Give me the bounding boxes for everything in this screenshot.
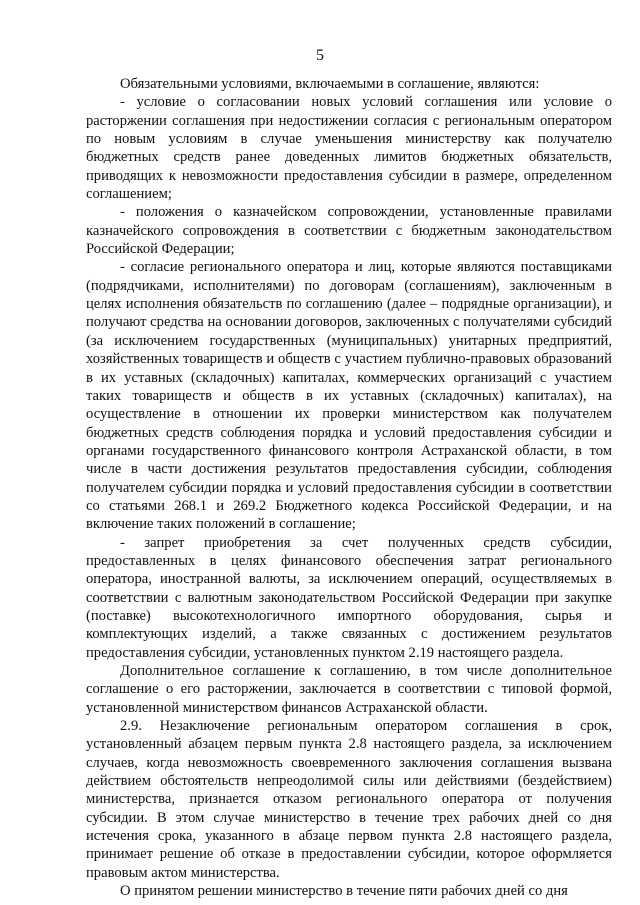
paragraph-decision-notice: О принятом решении министерство в течение пяти рабочих дней со дня xyxy=(120,883,568,900)
paragraph-condition-consent: - согласие регионального оператора и лиц, которые являются поставщиками (подрядчиками, исполнителями) по договорам (соглашениям), заключенным в целях исполнения обязательств по соглашению (далее – подрядные организации), и получают средства на основании договоров, заключенных с получателями субсидий (за исключением государственных (муниципальных) унитарных предприятий, хозяйственных товариществ и обществ с участием публично-правовых образований в их уставных (складочных) капиталах, коммерческих организаций с участием таких товариществ и обществ в их уставных (складочных) капиталах), на осуществление в отношении их проверки министерством как получателем бюджетных средств соблюдения порядка и условий предоставления субсидии и органами государственного финансового контроля Астраханской области, в том числе в части достижения результатов предоставления субсидии, соблюдения получателем субсидии порядка и условий предоставления субсидии в соответствии со статьями 268.1 и 269.2 Бюджетного кодекса Российской Федерации, и на включение таких положений в соглашение; xyxy=(86,259,612,533)
paragraph-condition-treasury: - положения о казначейском сопровождении, установленные правилами казначейского сопровождения в соответствии с бюджетным законодательством Российской Федерации; xyxy=(86,204,612,258)
paragraph-2-9: 2.9. Незаключение региональным оператором соглашения в срок, установленный абзацем первым пункта 2.8 настоящего раздела, за исключением случаев, когда невозможность своевременного заключения соглашения вызвана действием обстоятельств непреодолимой силы или действиями (бездействием) министерства, признается отказом регионального оператора от получения субсидии. В этом случае министерство в течение трех рабочих дней со дня истечения срока, указанного в абзаце первом пункта 2.8 настоящего раздела, принимает решение об отказе в предоставлении субсидии, которое оформляется правовым актом министерства. xyxy=(86,718,612,881)
paragraph-intro: Обязательными условиями, включаемыми в соглашение, являются: xyxy=(120,76,540,92)
document-body xyxy=(86,75,612,900)
paragraph-additional-agreement: Дополнительное соглашение к соглашению, в том числе дополнительное соглашение о его расторжении, заключается в соответствии с типовой формой, установленной министерством финансов Астраханской области. xyxy=(86,663,612,716)
page-number: 5 xyxy=(316,47,324,64)
paragraph-condition-currency-ban: - запрет приобретения за счет полученных средств субсидии, предоставленных в целях финансового обеспечения затрат регионального оператора, иностранной валюты, за исключением операций, осуществляемых в соответствии с валютным законодательством Российской Федерации при закупке (поставке) высокотехнологичного импортного оборудования, сырья и комплектующих изделий, а также связанных с достижением результатов предоставления субсидии, установленных пунктом 2.19 настоящего раздела. xyxy=(86,534,612,661)
paragraph-condition-termination: - условие о согласовании новых условий соглашения или условие о расторжении соглашения при недостижении согласия с региональным оператором по новым условиям в случае уменьшения министерству как получателю бюджетных средств ранее доведенных лимитов бюджетных обязательств, приводящих к невозможности предоставления субсидии в размере, определенном соглашением; xyxy=(86,94,612,203)
